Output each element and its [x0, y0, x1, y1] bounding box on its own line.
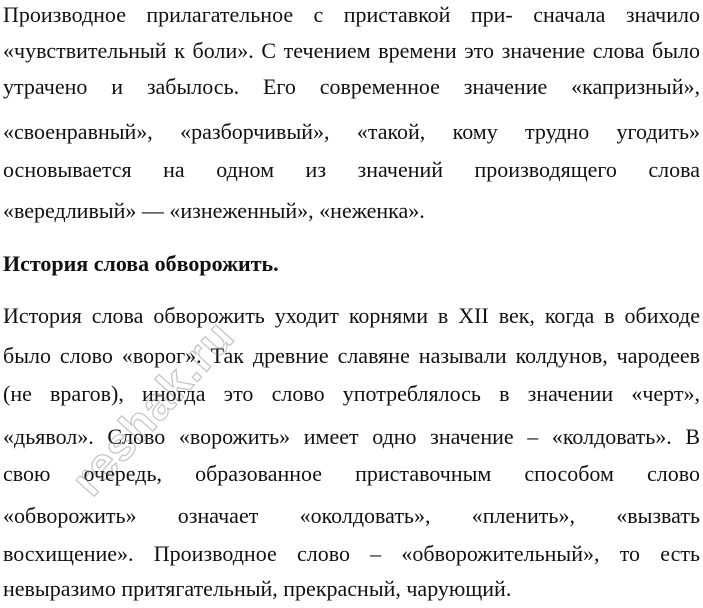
paragraph2-line-3: (не врагов), иногда это слово употреблялось в значении «черт», — [3, 381, 700, 406]
paragraph2-line-4: «дьявол». Слово «ворожить» имеет одно значение – «колдовать». В — [3, 424, 700, 449]
watermark-logo: reshak.ru — [60, 310, 245, 506]
paragraph2-line-5: свою очередь, образованное приставочным способом слово — [3, 461, 700, 486]
paragraph1-line-3: утрачено и забылось. Его современное значение «капризный», — [3, 74, 700, 99]
paragraph2-line-1: История слова обворожить уходит корнями в XII век, когда в обиходе — [3, 303, 700, 328]
section-heading: История слова обворожить. — [3, 251, 279, 276]
paragraph1-line-2: «чувствительный к боли». С течением времени это значение слова было — [3, 38, 700, 63]
paragraph2-line-7: восхищение». Производное слово – «обворожительный», то есть — [3, 541, 700, 566]
paragraph1-line-6: «вередливый» — «изнеженный», «неженка». — [3, 198, 425, 223]
paragraph2-line-2: было слово «ворог». Так древние славяне называли колдунов, чародеев — [3, 343, 700, 368]
paragraph1-line-1: Производное прилагательное с приставкой при- сначала значило — [3, 2, 700, 27]
paragraph2-line-8: невыразимо притягательный, прекрасный, чарующий. — [3, 576, 512, 601]
paragraph1-line-5: основывается на одном из значений производящего слова — [3, 157, 700, 182]
paragraph1-line-4: «своенравный», «разборчивый», «такой, кому трудно угодить» — [3, 119, 700, 144]
paragraph2-line-6: «обворожить» означает «околдовать», «пленить», «вызвать — [3, 503, 700, 528]
